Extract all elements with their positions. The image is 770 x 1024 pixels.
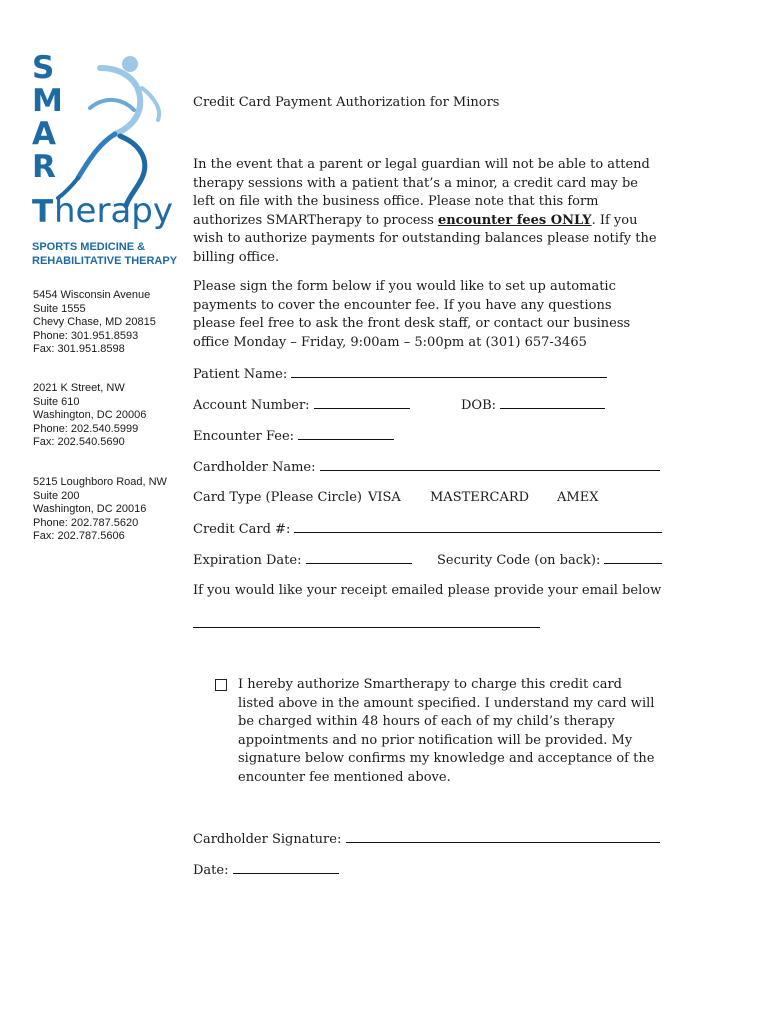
intro-text: In the event that a parent or legal guardian will not be able to attend therapy sessions with a patient that’s a minor, a credit card may be left on file with the business office. Please note that this form authorizes SMARTherapy to process bbox=[193, 157, 650, 228]
address-fax: Fax: 202.787.5606 bbox=[33, 530, 125, 543]
address-line: Washington, DC 20006 bbox=[33, 409, 147, 422]
address-line: 5215 Loughboro Road, NW bbox=[33, 476, 167, 488]
expiration-field[interactable] bbox=[306, 551, 412, 564]
form-title: Credit Card Payment Authorization for Minors bbox=[193, 95, 500, 110]
encounter-fee-field[interactable] bbox=[298, 427, 394, 440]
address-phone: Phone: 202.787.5620 bbox=[33, 516, 139, 529]
email-field[interactable] bbox=[193, 627, 540, 628]
address-fax: Fax: 301.951.8598 bbox=[33, 343, 125, 356]
address-line: Washington, DC 20016 bbox=[33, 503, 147, 516]
authorization-text: I hereby authorize Smartherapy to charge this credit card listed above in the amount specified. I understand my card will be charged within 48 hours of each of my child’s therapy appointments and no prior notification will be provided. My signature below confirms my knowledge and acceptance of the encounter fee mentioned above. bbox=[238, 677, 655, 785]
smartherapy-logo bbox=[30, 48, 180, 273]
address-block-loughboro bbox=[33, 476, 167, 544]
intro-text-end: . If you wish to authorize payments for outstanding balances please notify the billing office. bbox=[193, 212, 657, 265]
intro-paragraph bbox=[193, 156, 663, 267]
card-type-mastercard[interactable]: MASTERCARD bbox=[430, 490, 530, 505]
cardholder-name-label: Cardholder Name: bbox=[193, 460, 316, 475]
address-fax: Fax: 202.540.5690 bbox=[33, 436, 125, 449]
address-line: Suite 610 bbox=[33, 395, 80, 408]
dob-row bbox=[461, 396, 605, 416]
card-type-amex[interactable]: AMEX bbox=[557, 490, 599, 505]
security-code-field[interactable] bbox=[604, 551, 662, 564]
address-phone: Phone: 301.951.8593 bbox=[33, 329, 139, 342]
dob-label: DOB: bbox=[461, 398, 497, 413]
account-number-field[interactable] bbox=[314, 396, 410, 409]
logo-letter-m: M bbox=[32, 83, 63, 119]
credit-card-field[interactable] bbox=[294, 520, 662, 533]
logo-tagline-2: REHABILITATIVE THERAPY bbox=[32, 255, 178, 267]
address-line: Chevy Chase, MD 20815 bbox=[33, 316, 156, 329]
runner-figure-icon bbox=[58, 56, 159, 206]
card-type-label: Card Type (Please Circle) bbox=[193, 490, 362, 505]
card-type-visa[interactable]: VISA bbox=[368, 490, 401, 505]
logo-therapy-word: herapy bbox=[54, 191, 173, 231]
logo-tagline-1: SPORTS MEDICINE & bbox=[32, 241, 146, 253]
address-line: 5454 Wisconsin Avenue bbox=[33, 289, 151, 301]
intro-emphasis: encounter fees ONLY bbox=[437, 212, 592, 228]
account-number-label: Account Number: bbox=[193, 398, 310, 413]
logo-letter-t: T bbox=[32, 194, 54, 230]
cardholder-name-field[interactable] bbox=[320, 458, 660, 471]
patient-name-label: Patient Name: bbox=[193, 367, 288, 382]
authorization-checkbox[interactable] bbox=[215, 679, 227, 691]
encounter-fee-label: Encounter Fee: bbox=[193, 429, 295, 444]
address-block-k-street bbox=[33, 382, 146, 450]
address-block-chevy-chase bbox=[33, 289, 156, 357]
encounter-fee-row bbox=[193, 427, 394, 447]
instructions-paragraph: Please sign the form below if you would like to set up automatic payments to cover the encounter fee. If you have any questions please feel free to ask the front desk staff, or contact our business office Monday – Friday, 9:00am – 5:00pm at (301) 657-3465 bbox=[193, 279, 631, 350]
date-field[interactable] bbox=[233, 861, 339, 874]
patient-name-field[interactable] bbox=[291, 365, 607, 378]
logo-letter-r: R bbox=[32, 149, 56, 185]
account-number-row bbox=[193, 396, 410, 416]
expiration-row bbox=[193, 551, 412, 571]
date-label: Date: bbox=[193, 863, 229, 878]
email-prompt: If you would like your receipt emailed please provide your email below bbox=[193, 583, 662, 598]
logo-letter-a: A bbox=[32, 116, 56, 152]
date-row bbox=[193, 861, 339, 881]
signature-label: Cardholder Signature: bbox=[193, 832, 342, 847]
signature-row bbox=[193, 830, 660, 850]
patient-name-row bbox=[193, 365, 607, 385]
logo-letter-s: S bbox=[32, 50, 55, 86]
credit-card-label: Credit Card #: bbox=[193, 522, 291, 537]
security-code-row bbox=[437, 551, 662, 571]
security-code-label: Security Code (on back): bbox=[437, 553, 601, 568]
address-line: 2021 K Street, NW bbox=[33, 382, 125, 394]
cardholder-name-row bbox=[193, 458, 660, 478]
address-phone: Phone: 202.540.5999 bbox=[33, 422, 139, 435]
credit-card-row bbox=[193, 520, 662, 540]
expiration-label: Expiration Date: bbox=[193, 553, 302, 568]
address-line: Suite 1555 bbox=[33, 302, 86, 315]
signature-field[interactable] bbox=[346, 830, 660, 843]
dob-field[interactable] bbox=[500, 396, 605, 409]
address-line: Suite 200 bbox=[33, 489, 80, 502]
